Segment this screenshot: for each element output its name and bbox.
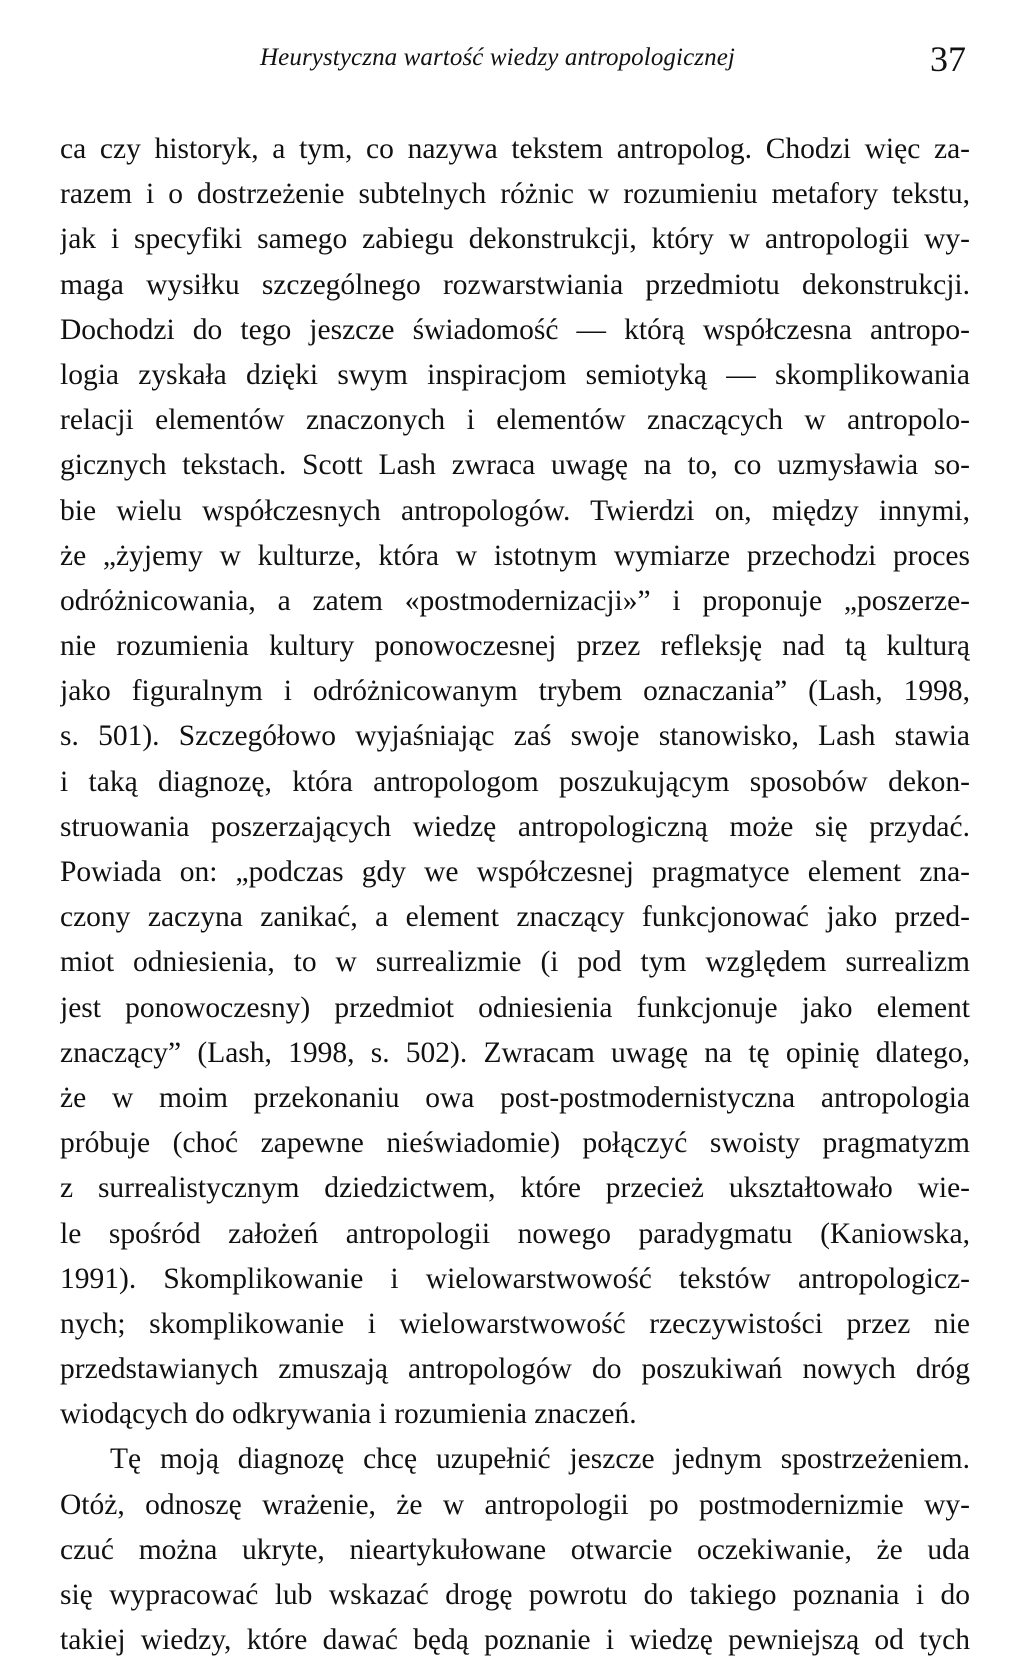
page-number: 37 bbox=[930, 39, 966, 79]
text-line: się wypracować lub wskazać drogę powrotu do takiego poznania i do bbox=[60, 1579, 970, 1611]
text-line: Dochodzi do tego jeszcze świadomość — którą współczesna antropo- bbox=[60, 313, 970, 346]
text-line: z surrealistycznym dziedzictwem, które przecież ukształtowało wie- bbox=[60, 1172, 970, 1205]
running-title: Heurystyczna wartość wiedzy antropologicznej bbox=[260, 44, 735, 71]
text-line: próbuje (choć zapewne nieświadomie) połączyć swoisty pragmatyzm bbox=[60, 1127, 970, 1160]
text-line: że „żyjemy w kulturze, która w istotnym wymiarze przechodzi proces bbox=[60, 539, 970, 572]
text-line: przedstawianych zmuszają antropologów do poszukiwań nowych dróg bbox=[60, 1353, 970, 1386]
text-line: takiej wiedzy, które dawać będą poznanie i wiedzę pewniejszą od tych bbox=[60, 1624, 970, 1657]
text-line: struowania poszerzających wiedzę antropologiczną może się przydać. bbox=[60, 810, 970, 843]
text-line: 1991). Skomplikowanie i wielowarstwowość tekstów antropologicz- bbox=[60, 1262, 970, 1295]
text-line: czuć można ukryte, nieartykułowane otwarcie oczekiwanie, że uda bbox=[60, 1533, 970, 1566]
text-line: odróżnicowania, a zatem «postmodernizacji»” i proponuje „poszerze- bbox=[60, 584, 970, 617]
paragraph-end-line: wiodących do odkrywania i rozumienia znaczeń. bbox=[60, 1398, 637, 1431]
text-line: gicznych tekstach. Scott Lash zwraca uwagę na to, co uzmysławia so- bbox=[60, 449, 970, 482]
text-line: s. 501). Szczegółowo wyjaśniając zaś swoje stanowisko, Lash stawia bbox=[60, 720, 970, 753]
text-line: jako figuralnym i odróżnicowanym trybem oznaczania” (Lash, 1998, bbox=[60, 675, 970, 708]
text-line: bie wielu współczesnych antropologów. Twierdzi on, między innymi, bbox=[60, 494, 970, 527]
text-line: jak i specyfiki samego zabiegu dekonstrukcji, który w antropologii wy- bbox=[60, 223, 970, 256]
text-line: Otóż, odnoszę wrażenie, że w antropologii po postmodernizmie wy- bbox=[60, 1488, 970, 1521]
text-line: znaczący” (Lash, 1998, s. 502). Zwracam uwagę na tę opinię dlatego, bbox=[60, 1036, 970, 1069]
text-line: i taką diagnozę, która antropologom poszukującym sposobów dekon- bbox=[60, 765, 970, 798]
text-line: maga wysiłku szczególnego rozwarstwiania przedmiotu dekonstrukcji. bbox=[60, 268, 970, 301]
text-line: jest ponowoczesny) przedmiot odniesienia funkcjonuje jako element bbox=[60, 991, 970, 1024]
text-line: Powiada on: „podczas gdy we współczesnej pragmatyce element zna- bbox=[60, 856, 970, 888]
text-line: relacji elementów znaczonych i elementów znaczących w antropolo- bbox=[60, 404, 970, 437]
text-line: czony zaczyna zanikać, a element znaczący funkcjonować jako przed- bbox=[60, 901, 970, 934]
body-text bbox=[60, 127, 970, 1663]
text-line: le spośród założeń antropologii nowego paradygmatu (Kaniowska, bbox=[60, 1217, 970, 1250]
text-line: nie rozumienia kultury ponowoczesnej przez refleksję nad tą kulturą bbox=[60, 630, 970, 663]
text-line: miot odniesienia, to w surrealizmie (i pod tym względem surrealizm bbox=[60, 946, 970, 979]
text-line: ca czy historyk, a tym, co nazywa tekstem antropolog. Chodzi więc za- bbox=[60, 133, 970, 165]
text-line: logia zyskała dzięki swym inspiracjom semiotyką — skomplikowania bbox=[60, 358, 970, 391]
text-line: razem i o dostrzeżenie subtelnych różnic w rozumieniu metafory tekstu, bbox=[60, 178, 970, 211]
text-line: że w moim przekonaniu owa post-postmodernistyczna antropologia bbox=[60, 1081, 970, 1114]
paragraph-start-line: Tę moją diagnozę chcę uzupełnić jeszcze jednym spostrzeżeniem. bbox=[110, 1443, 970, 1476]
text-line: nych; skomplikowanie i wielowarstwowość rzeczywistości przez nie bbox=[60, 1307, 970, 1340]
running-head bbox=[60, 38, 968, 86]
